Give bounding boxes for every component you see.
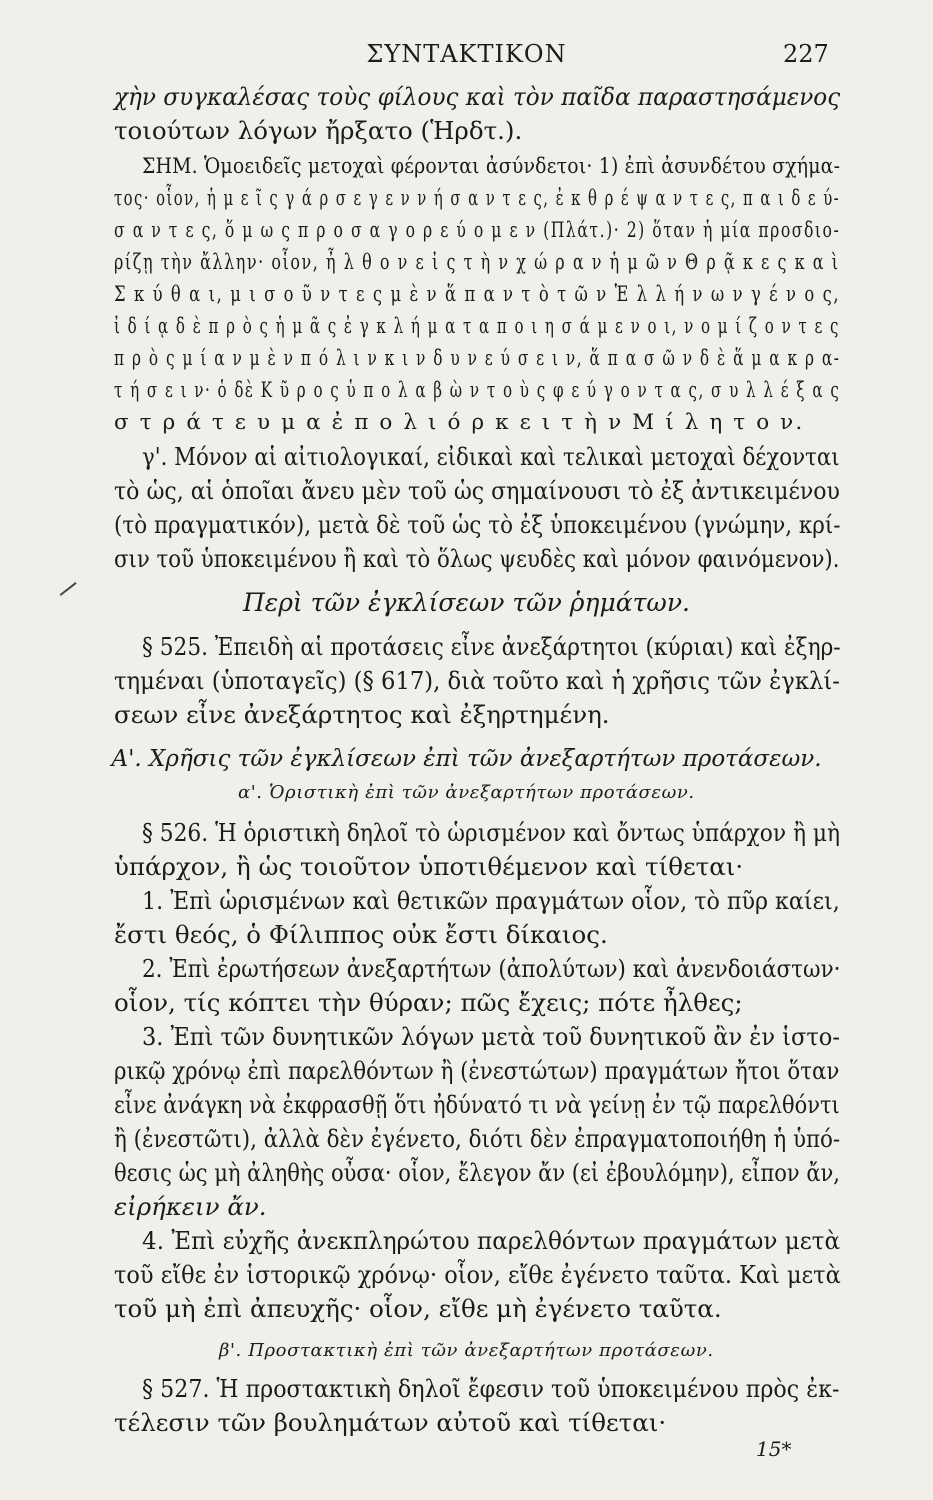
text-line: τοιούτων λόγων ἤρξατο (Ἡρδτ.). (114, 116, 523, 145)
text-line: γ'. Μόνον αἱ αἰτιολογικαί, εἰδικαὶ καὶ τελικαὶ μετοχαὶ δέχονται (142, 442, 840, 471)
margin-pencil-mark (60, 582, 77, 595)
text-line: Σ κ ύ θ α ι, μ ι σ ο ῦ ν τ ε ς μ ὲ ν ἅ π α ν τ ὸ τ ῶ ν Ἑ λ λ ή ν ω ν γ έ ν ο ς, (114, 282, 841, 307)
text-line: θεσις ὡς μὴ ἀληθὴς οὖσα· οἷον, ἔλεγον ἄν (εἰ ἐβουλόμην), εἶπον ἄν, (114, 1158, 841, 1187)
text-line: τ ή σ ε ι ν· ὁ δὲ Κ ῦ ρ ο ς ὑ π ο λ α β ὼ ν τ ο ὺ ς φ ε ύ γ ο ν τ α ς, σ υ λ λ έ ξ α ς (114, 378, 841, 403)
text-line: 4. Ἐπὶ εὐχῆς ἀνεκπληρώτου παρελθόντων πραγμάτων μετὰ (142, 1226, 841, 1255)
text-line: (τὸ πραγματικόν), μετὰ δὲ τοῦ ὡς τὸ ἐξ ὑποκειμένου (γνώμην, κρί- (114, 510, 841, 539)
signature-mark: 15* (756, 1437, 792, 1461)
page-number: 227 (783, 40, 829, 68)
subsubsection-heading: α'. Ὁριστικὴ ἐπὶ τῶν ἀνεξαρτήτων προτάσεων. (238, 782, 695, 803)
text-line: ρικῷ χρόνῳ ἐπὶ παρελθόντων ἢ (ἐνεστώτων) πραγμάτων ἤτοι ὅταν (114, 1056, 840, 1085)
text-line: εἰρήκειν ἄν. (114, 1192, 267, 1221)
subsubsection-heading: β'. Προστακτικὴ ἐπὶ τῶν ἀνεξαρτήτων προτάσεων. (219, 1340, 714, 1361)
text-line: τέλεσιν τῶν βουλημάτων αὐτοῦ καὶ τίθεται· (114, 1408, 667, 1437)
text-line: οἷον, τίς κόπτει τὴν θύραν; πῶς ἔχεις; πότε ἦλθες; (114, 988, 743, 1017)
text-line: ρίζῃ τὴν ἄλλην· οἷον, ἦ λ θ ο ν ε ἰ ς τ ὴ ν χ ώ ρ α ν ἡ μ ῶ ν Θ ρ ᾷ κ ε ς κ α ὶ (114, 250, 840, 275)
text-line: σιν τοῦ ὑποκειμένου ἢ καὶ τὸ ὅλως ψευδὲς καὶ μόνον φαινόμενον). (114, 544, 840, 573)
text-line: σεων εἶνε ἀνεξάρτητος καὶ ἐξηρτημένη. (114, 700, 610, 729)
text-line: 3. Ἐπὶ τῶν δυνητικῶν λόγων μετὰ τοῦ δυνητικοῦ ἂν ἐν ἱστο- (142, 1022, 840, 1051)
text-line: 2. Ἐπὶ ἐρωτήσεων ἀνεξαρτήτων (ἀπολύτων) καὶ ἀνενδοιάστων· (142, 954, 841, 983)
text-line: σ τ ρ ά τ ε υ μ α ἐ π ο λ ι ό ρ κ ε ι τ ὴ ν Μ ί λ η τ ο ν. (114, 410, 805, 435)
text-line: ἢ (ἐνεστῶτι), ἀλλὰ δὲν ἐγένετο, διότι δὲν ἐπραγματοποιήθη ἡ ὑπό- (114, 1124, 841, 1153)
text-line: τὸ ὡς, αἱ ὁποῖαι ἄνευ μὲν τοῦ ὡς σημαίνουσι τὸ ἐξ ἀντικειμένου (114, 476, 840, 505)
text-line: ὑπάρχον, ἢ ὡς τοιοῦτον ὑποτιθέμενον καὶ τίθεται· (114, 852, 744, 881)
text-line: ἔστι θεός, ὁ Φίλιππος οὐκ ἔστι δίκαιος. (114, 920, 608, 949)
text-line: χὴν συγκαλέσας τοὺς φίλους καὶ τὸν παῖδα παραστησάμενος (114, 82, 841, 111)
text-line: ΣΗΜ. Ὁμοειδεῖς μετοχαὶ φέρονται ἀσύνδετοι· 1) ἐπὶ ἀσυνδέτου σχήμα- (142, 154, 841, 179)
text-line: § 526. Ἡ ὁριστικὴ δηλοῖ τὸ ὡρισμένον καὶ ὄντως ὑπάρχον ἢ μὴ (142, 818, 841, 847)
subsection-heading: Α'. Χρῆσις τῶν ἐγκλίσεων ἐπὶ τῶν ἀνεξαρτήτων προτάσεων. (111, 746, 822, 772)
running-header: ΣΥΝΤΑΚΤΙΚΟΝ (366, 40, 567, 68)
text-line: 1. Ἐπὶ ὡρισμένων καὶ θετικῶν πραγμάτων οἷον, τὸ πῦρ καίει, (142, 886, 840, 915)
text-line: εἶνε ἀνάγκη νὰ ἐκφρασθῇ ὅτι ἠδύνατό τι νὰ γείνῃ ἐν τῷ παρελθόντι (114, 1090, 840, 1119)
text-line: τημέναι (ὑποταγεῖς) (§ 617), διὰ τοῦτο καὶ ἡ χρῆσις τῶν ἐγκλί- (114, 666, 840, 695)
text-line: § 527. Ἡ προστακτικὴ δηλοῖ ἔφεσιν τοῦ ὑποκειμένου πρὸς ἐκ- (142, 1374, 840, 1403)
text-line: π ρ ὸ ς μ ί α ν μ ὲ ν π ό λ ι ν κ ι ν δ υ ν ε ύ σ ε ι ν, ἅ π α σ ῶ ν δ ὲ ἅ μ α κ ρ α- (114, 346, 841, 371)
text-line: σ α ν τ ε ς, ὅ μ ω ς π ρ ο σ α γ ο ρ ε ύ ο μ ε ν (Πλάτ.)· 2) ὅταν ἡ μία προσδιο- (114, 218, 841, 243)
text-line: τοῦ εἴθε ἐν ἱστορικῷ χρόνῳ· οἷον, εἴθε ἐγένετο ταῦτα. Καὶ μετὰ (114, 1260, 841, 1289)
text-line: τοῦ μὴ ἐπὶ ἀπευχῆς· οἷον, εἴθε μὴ ἐγένετο ταῦτα. (114, 1294, 722, 1323)
section-heading: Περὶ τῶν ἐγκλίσεων τῶν ῥημάτων. (243, 588, 690, 617)
text-line: § 525. Ἐπειδὴ αἱ προτάσεις εἶνε ἀνεξάρτητοι (κύριαι) καὶ ἐξηρ- (142, 632, 841, 661)
text-line: τος· οἷον, ἡ μ ε ῖ ς γ ά ρ σ ε γ ε ν ν ή σ α ν τ ε ς, ἐ κ θ ρ έ ψ α ν τ ε ς, π α ι δ ε ύ- (114, 186, 841, 211)
text-line: ἰ δ ί ᾳ δ ὲ π ρ ὸ ς ἡ μ ᾶ ς ἐ γ κ λ ή μ α τ α π ο ι η σ ά μ ε ν ο ι, ν ο μ ί ζ ο ν τ ε ς (114, 314, 840, 339)
